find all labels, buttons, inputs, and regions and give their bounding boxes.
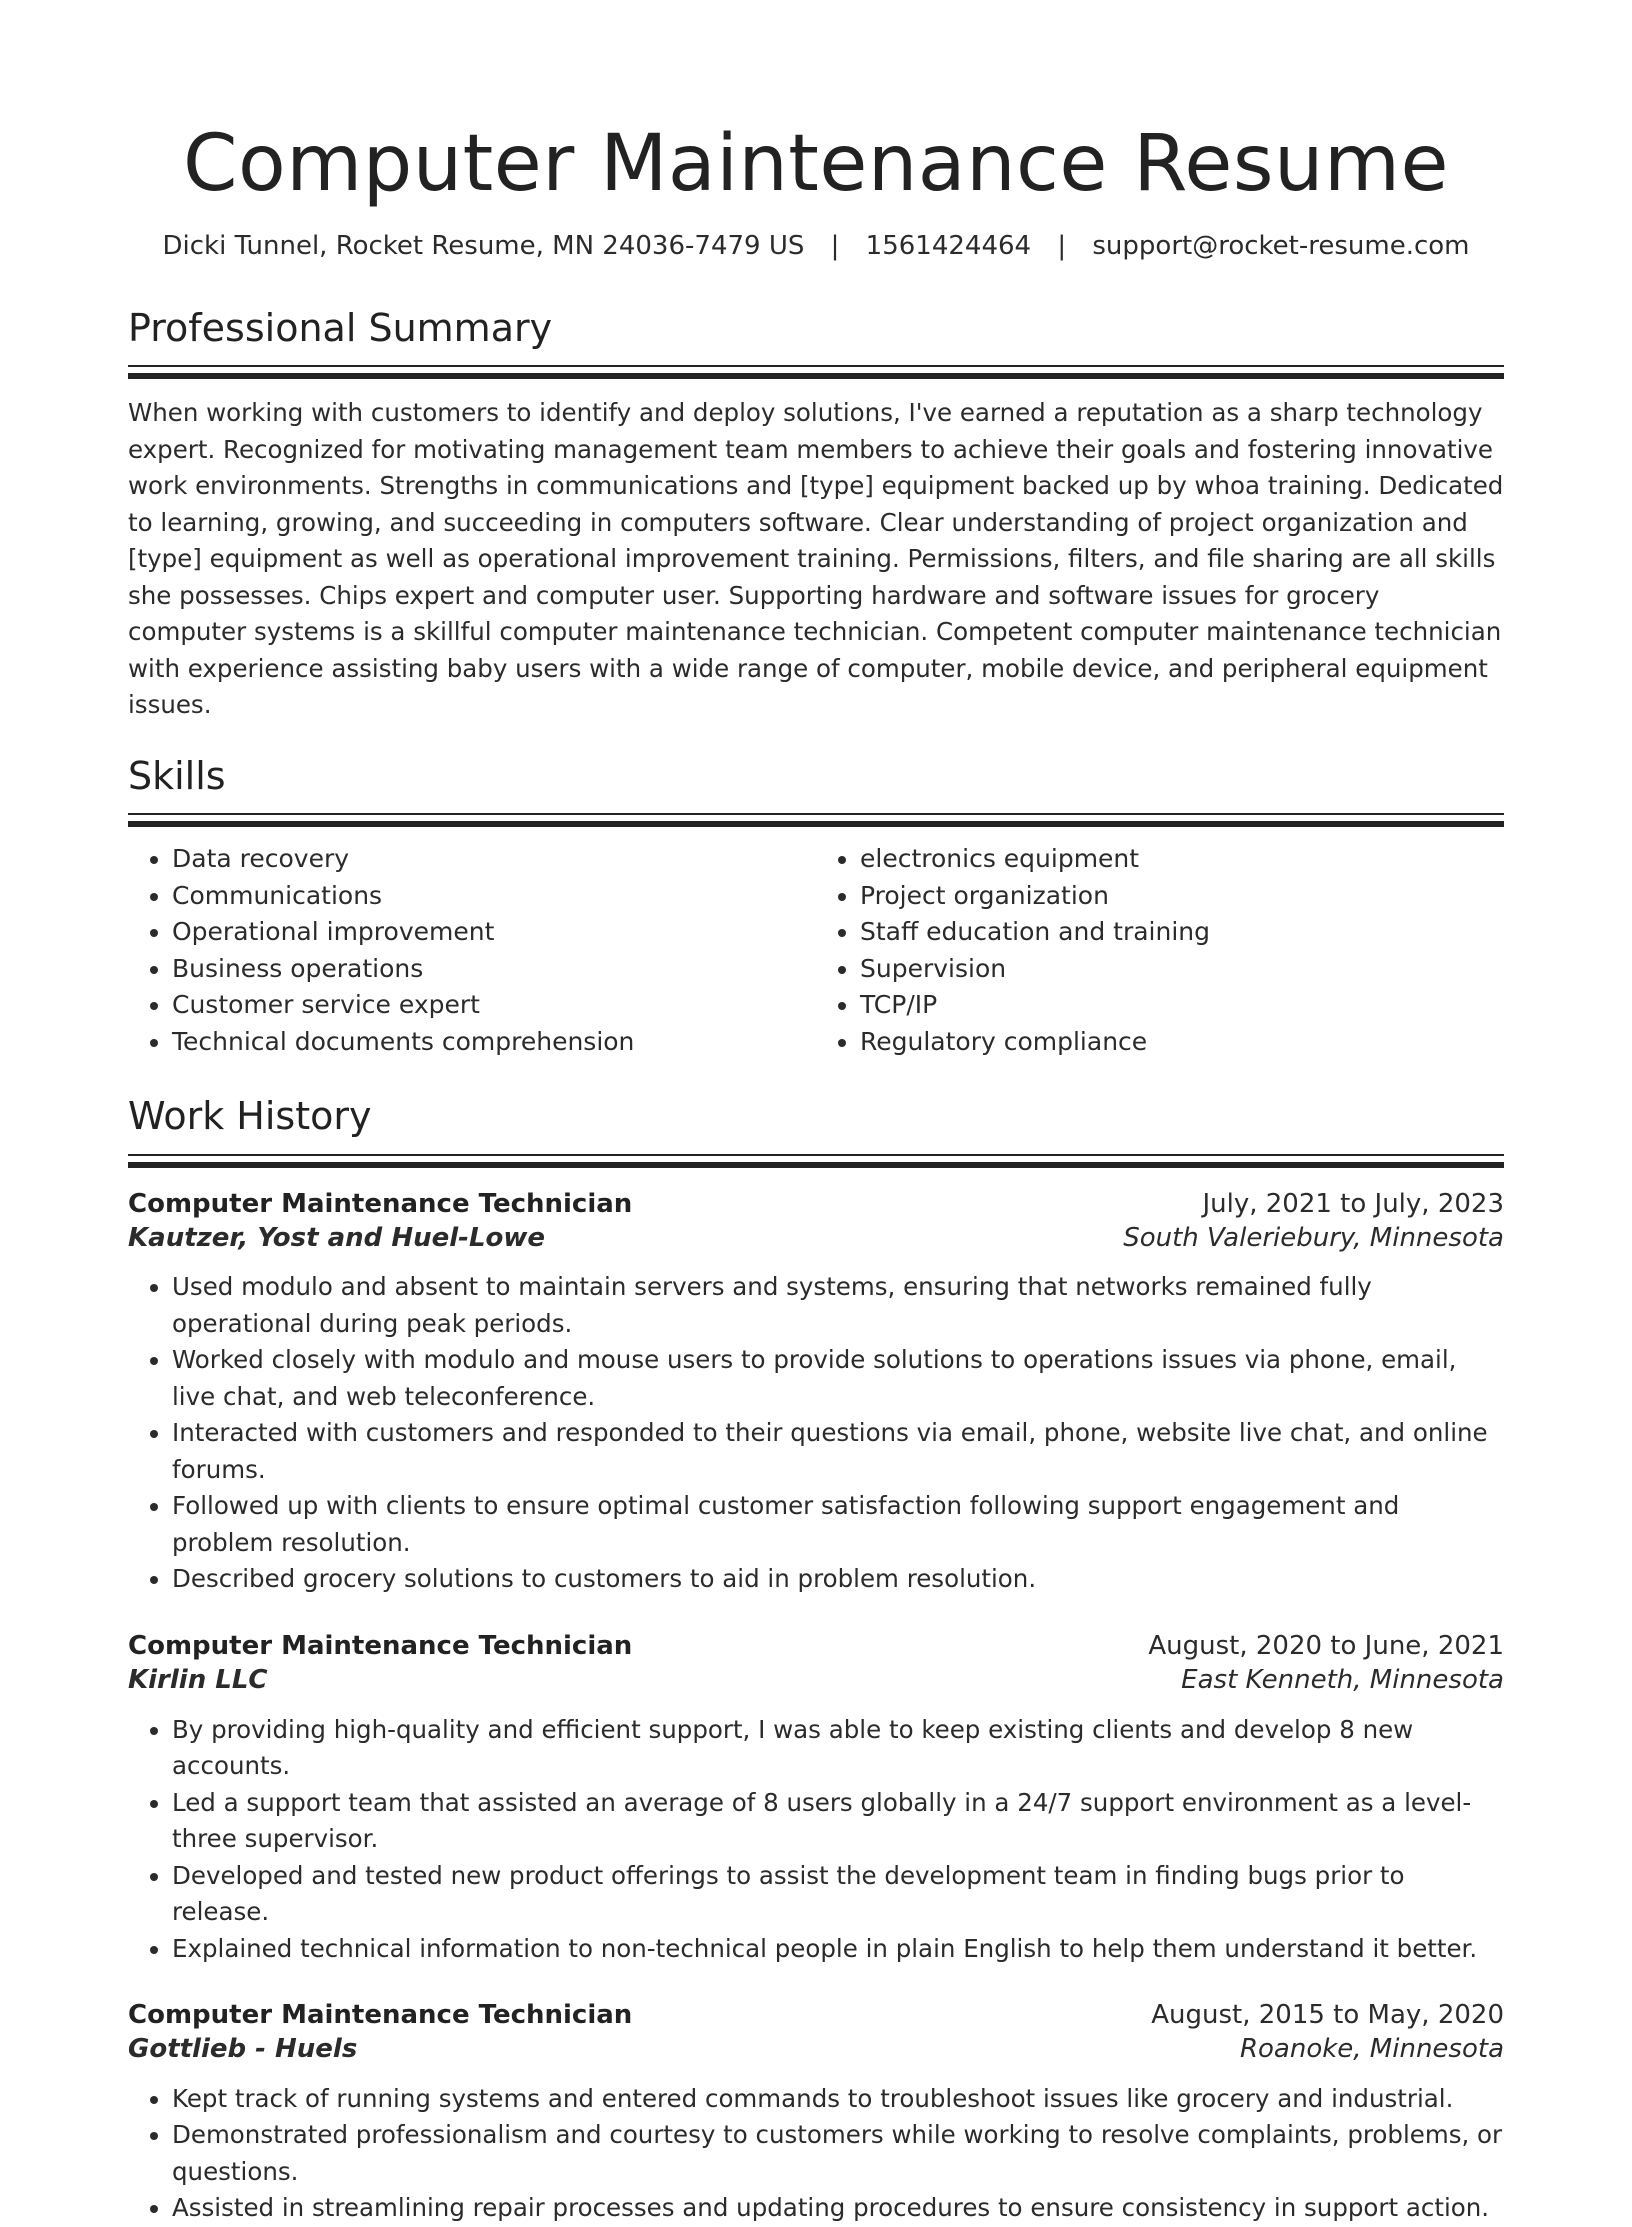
job-title: Computer Maintenance Technician: [128, 1188, 633, 1219]
contact-phone: 1561424464: [865, 230, 1032, 261]
skill-item: • Supervision: [860, 951, 1504, 988]
skill-item: • Staff education and training: [860, 914, 1504, 951]
job-bullet: • By providing high-quality and efficient support, I was able to keep existing clients and develop 8 new accounts.: [172, 1712, 1504, 1785]
job-header: [128, 1630, 1504, 1664]
job-dates: August, 2020 to June, 2021: [1148, 1630, 1504, 1661]
section-heading: Professional Summary: [128, 305, 553, 350]
job-bullets: [128, 1712, 1504, 1968]
skill-item: • Data recovery: [172, 841, 816, 878]
job-location: South Valeriebury, Minnesota: [1123, 1222, 1504, 1253]
section-divider: [128, 1154, 1504, 1168]
skills-section: [128, 754, 1504, 1061]
job-header: [128, 1188, 1504, 1222]
job-bullet: • Described grocery solutions to customers to aid in problem resolution.: [172, 1561, 1504, 1598]
summary-text: When working with customers to identify and deploy solutions, I've earned a reputation as a sharp technology expert. Recognized for motivating management team members to achieve their goals and fostering innovative work environments. Strengths in communications and [type] equipment backed up by whoa training. Dedicated to learning, growing, and succeeding in computers software. Clear understanding of project organization and [type] equipment as well as operational improvement training. Permissions, filters, and file sharing are all skills she possesses. Chips expert and computer user. Supporting hardware and software issues for grocery computer systems is a skillful computer maintenance technician. Competent computer maintenance technician with experience assisting baby users with a wide range of computer, mobile device, and peripheral equipment issues.: [128, 398, 1504, 720]
section-divider: [128, 365, 1504, 379]
job-bullet: • Worked closely with modulo and mouse users to provide solutions to operations issues via phone, email, live chat, and web teleconference.: [172, 1342, 1504, 1415]
job-entry: [128, 1630, 1504, 1967]
skill-item: • Customer service expert: [172, 987, 816, 1024]
page-title: Computer Maintenance Resume: [183, 119, 1449, 209]
job-dates: July, 2021 to July, 2023: [1202, 1188, 1504, 1219]
skill-item: • Business operations: [172, 951, 816, 988]
job-title: Computer Maintenance Technician: [128, 1630, 633, 1661]
job-title: Computer Maintenance Technician: [128, 2000, 633, 2031]
section-heading: Skills: [128, 753, 226, 798]
skill-item: • Project organization: [860, 878, 1504, 915]
contact-line: [128, 230, 1504, 264]
job-bullet: • Kept track of running systems and entered commands to troubleshoot issues like grocery and industrial.: [172, 2081, 1504, 2118]
job-bullet: • Interacted with customers and responded to their questions via email, phone, website live chat, and online forums.: [172, 1415, 1504, 1488]
job-company: Kirlin LLC: [128, 1664, 268, 1695]
skills-list-left: [128, 841, 816, 1060]
job-bullet: • Followed up with clients to ensure optimal customer satisfaction following support engagement and problem resolution.: [172, 1488, 1504, 1561]
job-bullet: • Used modulo and absent to maintain servers and systems, ensuring that networks remained fully operational during peak periods.: [172, 1269, 1504, 1342]
work-history-section: [128, 1094, 1504, 2226]
job-bullet: • Explained technical information to non-technical people in plain English to help them understand it better.: [172, 1931, 1504, 1968]
job-subheader: [128, 1222, 1504, 1256]
job-header: [128, 1999, 1504, 2033]
job-company: Kautzer, Yost and Huel-Lowe: [128, 1222, 546, 1253]
section-divider: [128, 813, 1504, 827]
job-entry: [128, 1188, 1504, 1598]
job-bullets: [128, 1269, 1504, 1598]
contact-separator: |: [1057, 230, 1067, 261]
skill-item: • electronics equipment: [860, 841, 1504, 878]
professional-summary-section: [128, 306, 1504, 724]
job-bullets: [128, 2081, 1504, 2227]
job-bullet: • Demonstrated professionalism and courtesy to customers while working to resolve complaints, problems, or questions.: [172, 2117, 1504, 2190]
job-bullet: • Assisted in streamlining repair processes and updating procedures to ensure consistency in support action.: [172, 2190, 1504, 2227]
skill-item: • Communications: [172, 878, 816, 915]
job-subheader: [128, 1664, 1504, 1698]
skills-columns: [128, 841, 1504, 1060]
skill-item: • Technical documents comprehension: [172, 1024, 816, 1061]
job-bullet: • Led a support team that assisted an average of 8 users globally in a 24/7 support environment as a level-three supervisor.: [172, 1785, 1504, 1858]
job-entry: [128, 1999, 1504, 2227]
contact-address: Dicki Tunnel, Rocket Resume, MN 24036-7479 US: [162, 230, 805, 261]
section-heading: Work History: [128, 1094, 372, 1139]
job-company: Gottlieb - Huels: [128, 2033, 358, 2064]
job-location: Roanoke, Minnesota: [1239, 2033, 1504, 2064]
skill-item: • TCP/IP: [860, 987, 1504, 1024]
skill-item: • Regulatory compliance: [860, 1024, 1504, 1061]
skill-item: • Operational improvement: [172, 914, 816, 951]
contact-separator: |: [830, 230, 840, 261]
job-subheader: [128, 2033, 1504, 2067]
skills-list-right: [816, 841, 1504, 1060]
job-dates: August, 2015 to May, 2020: [1151, 2000, 1504, 2031]
contact-email: support@rocket-resume.com: [1092, 230, 1470, 261]
job-location: East Kenneth, Minnesota: [1181, 1664, 1504, 1695]
job-bullet: • Developed and tested new product offerings to assist the development team in finding bugs prior to release.: [172, 1858, 1504, 1931]
